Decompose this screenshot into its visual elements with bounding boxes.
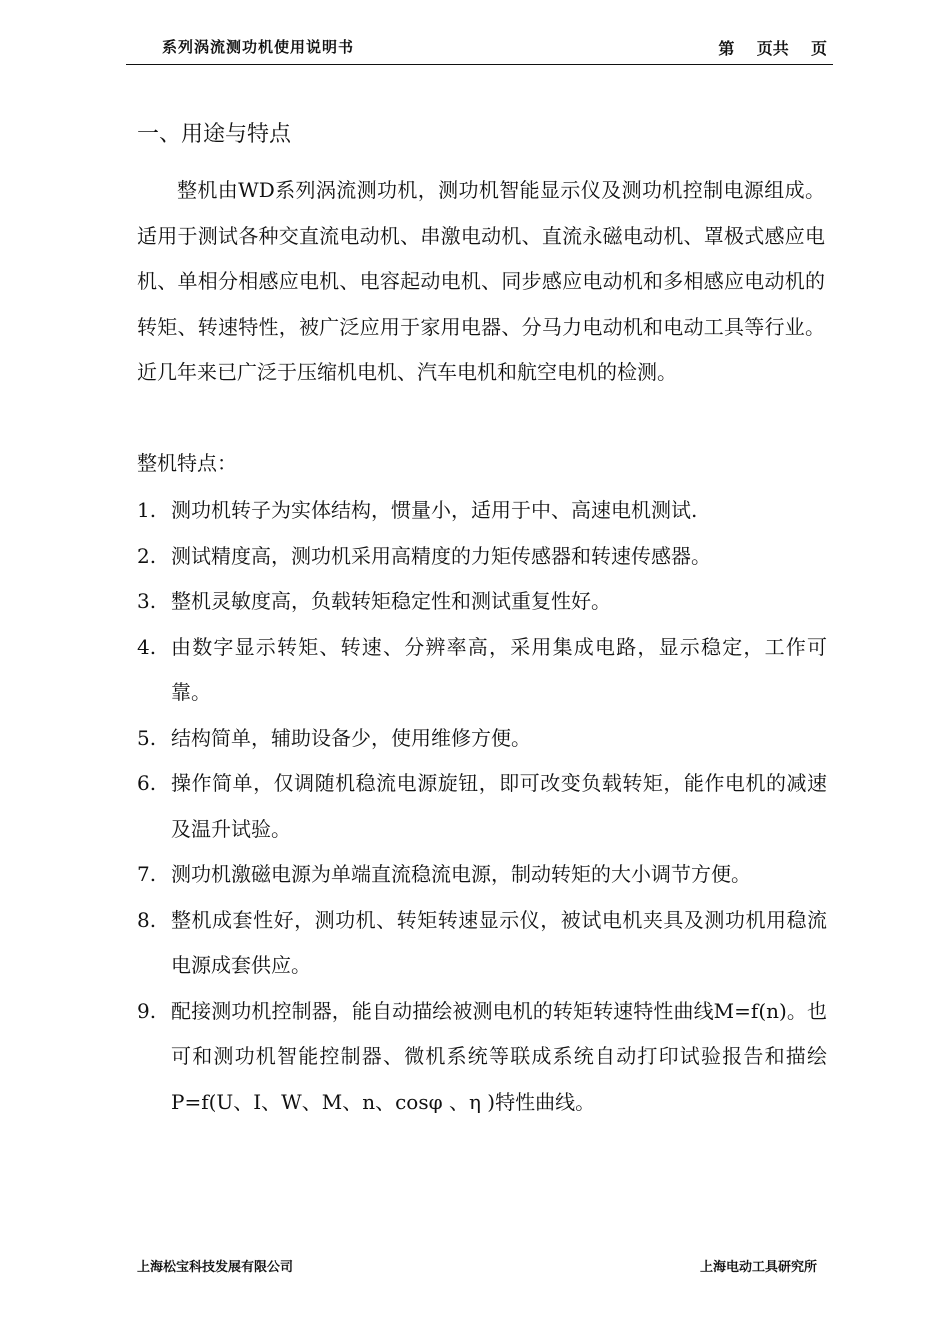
feature-item [137, 716, 827, 762]
feature-item [137, 625, 827, 716]
feature-item [137, 852, 827, 898]
feature-number: 8. [137, 907, 157, 932]
feature-text: 由数字显示转矩、转速、分辨率高，采用集成电路，显示稳定，工作可靠。 [171, 634, 827, 704]
feature-number: 9. [137, 998, 157, 1023]
feature-text: 整机成套性好，测功机、转矩转速显示仪，被试电机夹具及测功机用稳流电源成套供应。 [171, 907, 827, 977]
feature-number: 2. [137, 543, 157, 568]
feature-item [137, 534, 827, 580]
feature-text: 配接测功机控制器，能自动描绘被测电机的转矩转速特性曲线M=f(n)。也可和测功机智能控制器、微机系统等联成系统自动打印试验报告和描绘P=f(U、I、W、M、n、cosφ 、η )特性曲线。 [171, 998, 827, 1114]
feature-item [137, 579, 827, 625]
feature-number: 4. [137, 634, 157, 659]
feature-text: 测功机转子为实体结构，惯量小，适用于中、高速电机测试. [171, 498, 698, 522]
feature-number: 5. [137, 725, 157, 750]
feature-number: 3. [137, 589, 157, 613]
feature-number: 7. [137, 862, 157, 886]
page-header [126, 34, 833, 65]
document-title: 系列涡流测功机使用说明书 [162, 38, 355, 56]
features-heading: 整机特点： [137, 451, 237, 475]
feature-item [137, 488, 827, 534]
feature-text: 测功机激磁电源为单端直流稳流电源，制动转矩的大小调节方便。 [171, 862, 751, 886]
section-title: 一、用途与特点 [137, 122, 292, 147]
features-list [137, 488, 827, 1125]
feature-number: 6. [137, 771, 157, 795]
feature-item [137, 989, 827, 1126]
feature-text: 结构简单，辅助设备少，使用维修方便。 [171, 725, 531, 750]
feature-number: 1. [137, 498, 157, 522]
intro-paragraph: 整机由WD系列涡流测功机，测功机智能显示仪及测功机控制电源组成。适用于测试各种交直流电动机、串激电动机、直流永磁电动机、罩极式感应电机、单相分相感应电机、电容起动电机、同步感应电动机和多相感应电动机的转矩、转速特性，被广泛应用于家用电器、分马力电动机和电动工具等行业。近几年来已广泛于压缩机电机、汽车电机和航空电机的检测。 [137, 178, 825, 384]
feature-text: 测试精度高，测功机采用高精度的力矩传感器和转速传感器。 [171, 543, 711, 568]
footer-institute: 上海电动工具研究所 [699, 1260, 817, 1275]
page-indicator: 第 页共 页 [718, 39, 827, 58]
feature-text: 操作简单，仅调随机稳流电源旋钮，即可改变负载转矩，能作电机的减速及温升试验。 [171, 771, 827, 841]
footer-company: 上海松宝科技发展有限公司 [137, 1260, 294, 1275]
feature-item [137, 898, 827, 989]
feature-text: 整机灵敏度高，负载转矩稳定性和测试重复性好。 [171, 589, 611, 613]
feature-item [137, 761, 827, 852]
